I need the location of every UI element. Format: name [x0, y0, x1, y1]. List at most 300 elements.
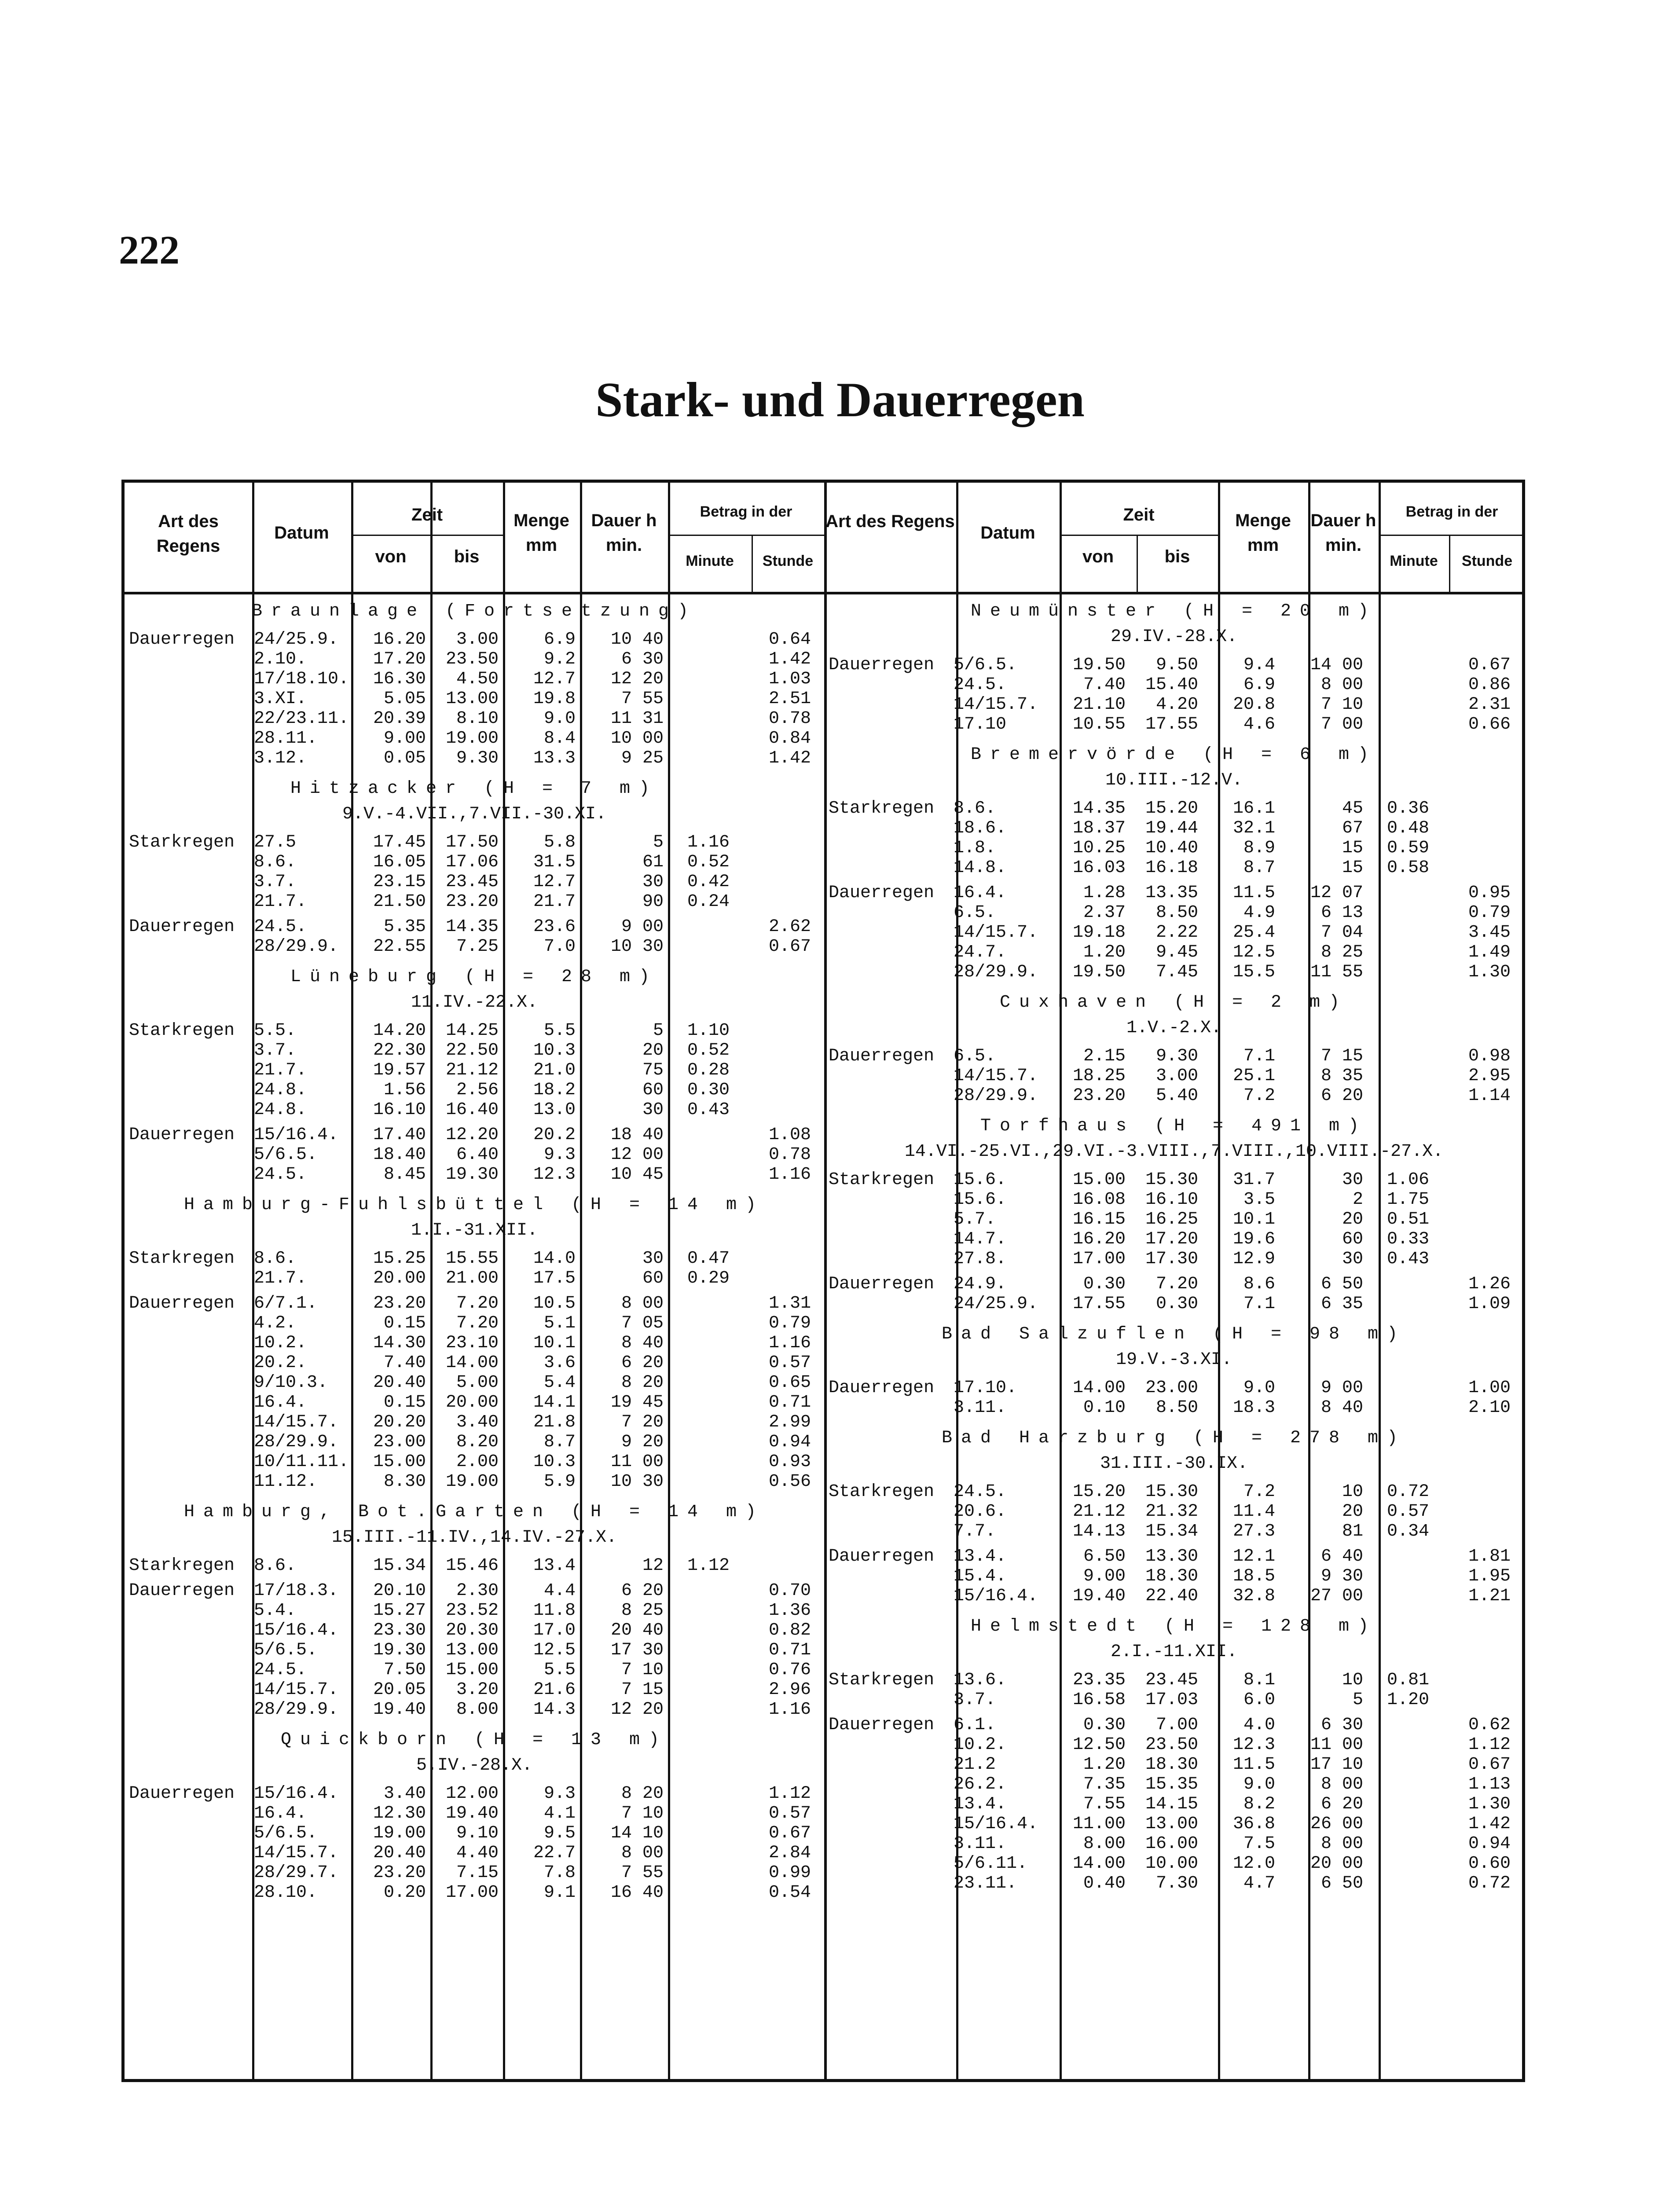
duration-cell: 8 35	[1321, 1066, 1363, 1086]
duration-cell: 6 20	[621, 1581, 664, 1601]
amount-cell: 10.5	[533, 1294, 576, 1313]
time-to-cell: 19.40	[445, 1804, 499, 1823]
time-to-cell: 4.40	[456, 1843, 499, 1863]
time-from-cell: 5.05	[383, 689, 426, 709]
station-name: Hamburg-Fuhlsbüttel (H = 14 m)	[183, 1195, 765, 1215]
date-cell: 14/15.7.	[954, 1066, 1038, 1086]
per-hour-cell: 1.12	[1468, 1735, 1511, 1755]
time-from-cell: 15.25	[373, 1249, 426, 1269]
time-from-cell: 15.00	[1072, 1170, 1126, 1190]
rain-type-label: Dauerregen	[829, 655, 935, 675]
time-to-cell: 21.00	[445, 1269, 499, 1288]
header-minute-right: Minute	[1390, 553, 1438, 569]
rain-type-label	[125, 1041, 252, 1060]
duration-cell: 26 00	[1310, 1814, 1363, 1834]
time-from-cell: 17.20	[373, 649, 426, 669]
per-minute-cell: 0.81	[1387, 1670, 1429, 1690]
amount-cell: 32.8	[1232, 1586, 1275, 1606]
duration-cell: 9 00	[621, 917, 664, 937]
per-minute-cell: 0.48	[1387, 818, 1429, 838]
date-cell: 5.7.	[954, 1210, 996, 1229]
date-cell: 5.5.	[254, 1021, 297, 1041]
time-from-cell: 14.30	[373, 1333, 426, 1353]
header-art: Art des Regens	[156, 512, 220, 556]
duration-cell: 8 40	[1321, 1398, 1363, 1418]
time-to-cell: 15.46	[445, 1556, 499, 1576]
amount-cell: 4.0	[1243, 1715, 1275, 1735]
duration-cell: 67	[1342, 818, 1363, 838]
rain-type-label	[824, 903, 952, 923]
per-hour-cell	[1434, 1502, 1515, 1522]
time-from-cell: 15.34	[373, 1556, 426, 1576]
rain-type-label	[824, 1586, 952, 1606]
rain-type-label	[824, 1874, 952, 1893]
date-cell: 24.5.	[254, 917, 307, 937]
duration-cell: 7 00	[1321, 715, 1363, 734]
rain-type-label: Starkregen	[829, 1482, 935, 1502]
time-from-cell: 18.25	[1072, 1066, 1126, 1086]
amount-cell: 9.0	[543, 709, 576, 729]
per-hour-cell: 1.14	[1468, 1086, 1511, 1106]
per-hour-cell	[1434, 1690, 1515, 1710]
time-to-cell: 8.50	[1155, 1398, 1198, 1418]
header-bis-right: bis	[1164, 547, 1190, 566]
time-from-cell: 21.10	[1072, 695, 1126, 715]
duration-cell: 30	[642, 1249, 664, 1269]
per-minute-cell	[668, 1353, 734, 1373]
time-to-cell: 2.30	[456, 1581, 499, 1601]
per-minute-cell	[1368, 655, 1434, 675]
time-to-cell: 8.50	[1155, 903, 1198, 923]
amount-cell: 4.9	[1243, 903, 1275, 923]
time-to-cell: 8.00	[456, 1700, 499, 1720]
amount-cell: 7.1	[1243, 1046, 1275, 1066]
per-hour-cell	[734, 832, 815, 852]
duration-cell: 6 40	[1321, 1547, 1363, 1566]
per-hour-cell: 1.13	[1468, 1775, 1511, 1794]
date-cell: 14/15.7.	[254, 1843, 339, 1863]
time-to-cell: 10.00	[1145, 1854, 1198, 1874]
rain-group	[824, 1670, 1524, 1710]
per-hour-cell: 0.98	[1468, 1046, 1511, 1066]
per-minute-cell: 0.24	[687, 892, 730, 912]
amount-cell: 18.3	[1232, 1398, 1275, 1418]
header-dauer-right: Dauer h min.	[1310, 511, 1376, 555]
time-to-cell: 15.20	[1145, 799, 1198, 818]
time-to-cell: 17.00	[445, 1883, 499, 1903]
time-to-cell: 22.50	[445, 1041, 499, 1060]
rain-type-label	[125, 1640, 252, 1660]
rain-type-label: Dauerregen	[129, 1581, 235, 1601]
date-cell: 11.12.	[254, 1472, 318, 1492]
per-hour-cell	[734, 1041, 815, 1060]
rain-group	[125, 1249, 824, 1288]
date-cell: 24.5.	[954, 1482, 1007, 1502]
amount-cell: 21.7	[533, 892, 576, 912]
per-minute-cell	[1368, 1086, 1434, 1106]
per-hour-cell: 2.95	[1468, 1066, 1511, 1086]
amount-cell: 9.0	[1243, 1775, 1275, 1794]
per-hour-cell	[1434, 818, 1515, 838]
per-hour-cell: 1.26	[1468, 1274, 1511, 1294]
date-cell: 21.7.	[254, 892, 307, 912]
date-cell: 24.8.	[254, 1080, 307, 1100]
duration-cell: 7 55	[621, 689, 664, 709]
date-cell: 17/18.3.	[254, 1581, 339, 1601]
amount-cell: 4.4	[543, 1581, 576, 1601]
date-cell: 14.8.	[954, 858, 1007, 878]
page-number: 222	[119, 227, 180, 272]
amount-cell: 8.7	[543, 1432, 576, 1452]
rain-group	[824, 1715, 1524, 1893]
per-minute-cell	[1368, 1794, 1434, 1814]
per-hour-cell: 2.31	[1468, 695, 1511, 715]
amount-cell: 9.2	[543, 649, 576, 669]
amount-cell: 12.9	[1232, 1249, 1275, 1269]
rain-group	[824, 1046, 1524, 1106]
date-cell: 27.5	[254, 832, 297, 852]
time-from-cell: 20.39	[373, 709, 426, 729]
time-from-cell: 20.20	[373, 1412, 426, 1432]
date-cell: 8.6.	[254, 1249, 297, 1269]
rain-type-label	[824, 1566, 952, 1586]
date-cell: 6.5.	[954, 903, 996, 923]
per-minute-cell	[668, 1165, 734, 1184]
zeit-subline	[351, 535, 503, 536]
per-hour-cell	[734, 1060, 815, 1080]
time-from-cell: 3.40	[383, 1784, 426, 1804]
per-hour-cell: 1.49	[1468, 942, 1511, 962]
rain-type-label	[125, 852, 252, 872]
header-minute: Minute	[686, 553, 734, 569]
duration-cell: 17 10	[1310, 1755, 1363, 1775]
per-hour-cell	[1434, 1170, 1515, 1190]
per-hour-cell: 1.09	[1468, 1294, 1511, 1314]
rain-group	[125, 917, 824, 957]
date-cell: 3.12.	[254, 748, 307, 768]
time-to-cell: 17.30	[1145, 1249, 1198, 1269]
amount-cell: 10.3	[533, 1452, 576, 1472]
station-period: 31.III.-30.IX.	[1100, 1454, 1248, 1474]
date-cell: 16.4.	[254, 1393, 307, 1412]
time-to-cell: 15.55	[445, 1249, 499, 1269]
time-from-cell: 18.37	[1072, 818, 1126, 838]
per-hour-cell: 0.70	[768, 1581, 811, 1601]
rain-type-label: Dauerregen	[829, 1046, 935, 1066]
rain-type-label	[125, 1680, 252, 1700]
time-from-cell: 19.40	[373, 1700, 426, 1720]
duration-cell: 20	[1342, 1210, 1363, 1229]
amount-cell: 7.2	[1243, 1086, 1275, 1106]
per-minute-cell: 0.33	[1387, 1229, 1429, 1249]
duration-cell: 5	[653, 832, 664, 852]
amount-cell: 6.0	[1243, 1690, 1275, 1710]
time-to-cell: 23.45	[445, 872, 499, 892]
date-cell: 21.2	[954, 1755, 996, 1775]
time-from-cell: 19.57	[373, 1060, 426, 1080]
per-hour-cell: 0.57	[768, 1804, 811, 1823]
duration-cell: 10 00	[610, 729, 664, 748]
time-to-cell: 8.20	[456, 1432, 499, 1452]
date-cell: 13.4.	[954, 1547, 1007, 1566]
time-to-cell: 4.50	[456, 669, 499, 689]
station-section	[125, 599, 824, 768]
per-minute-cell: 0.34	[1387, 1522, 1429, 1541]
date-cell: 6.5.	[954, 1046, 996, 1066]
amount-cell: 5.1	[543, 1313, 576, 1333]
date-cell: 28/29.9.	[254, 1700, 339, 1720]
time-to-cell: 6.40	[456, 1145, 499, 1165]
amount-cell: 4.6	[1243, 715, 1275, 734]
amount-cell: 3.6	[543, 1353, 576, 1373]
per-hour-cell: 2.96	[768, 1680, 811, 1700]
header-betrag-right: Betrag in der	[1405, 503, 1498, 520]
amount-cell: 8.9	[1243, 838, 1275, 858]
time-from-cell: 0.30	[1083, 1274, 1126, 1294]
rain-type-label	[824, 1066, 952, 1086]
per-minute-cell	[668, 1883, 734, 1903]
time-from-cell: 20.10	[373, 1581, 426, 1601]
header-von-right: von	[1082, 547, 1114, 566]
duration-cell: 30	[1342, 1249, 1363, 1269]
duration-cell: 9 00	[1321, 1378, 1363, 1398]
per-minute-cell	[668, 1660, 734, 1680]
duration-cell: 7 05	[621, 1313, 664, 1333]
per-minute-cell	[668, 1393, 734, 1412]
rain-type-label	[125, 1883, 252, 1903]
station-section	[125, 964, 824, 1184]
date-cell: 14/15.7.	[254, 1412, 339, 1432]
station-section	[125, 1500, 824, 1720]
amount-cell: 31.5	[533, 852, 576, 872]
per-minute-cell	[668, 630, 734, 649]
per-minute-cell: 0.29	[687, 1269, 730, 1288]
rain-type-label	[125, 729, 252, 748]
header-stunde: Stunde	[762, 553, 814, 569]
per-hour-cell: 0.72	[1468, 1874, 1511, 1893]
time-to-cell: 7.25	[456, 937, 499, 957]
time-to-cell: 16.40	[445, 1100, 499, 1120]
duration-cell: 10	[1342, 1670, 1363, 1690]
per-hour-cell: 0.78	[768, 1145, 811, 1165]
time-to-cell: 23.10	[445, 1333, 499, 1353]
time-from-cell: 15.00	[373, 1452, 426, 1472]
header-dauer: Dauer h min.	[591, 511, 657, 555]
time-to-cell: 15.34	[1145, 1522, 1198, 1541]
time-from-cell: 16.20	[1072, 1229, 1126, 1249]
time-to-cell: 16.18	[1145, 858, 1198, 878]
date-cell: 3.XI.	[254, 689, 307, 709]
date-cell: 22/23.11.	[254, 709, 349, 729]
rain-type-label	[824, 1834, 952, 1854]
date-cell: 8.6.	[254, 852, 297, 872]
rain-type-label	[125, 1432, 252, 1452]
time-from-cell: 16.20	[373, 630, 426, 649]
per-minute-cell	[1368, 1586, 1434, 1606]
duration-cell: 8 00	[1321, 1775, 1363, 1794]
time-to-cell: 23.52	[445, 1601, 499, 1621]
rain-type-label	[125, 1373, 252, 1393]
time-from-cell: 17.40	[373, 1125, 426, 1145]
duration-cell: 14 10	[610, 1823, 664, 1843]
date-cell: 28/29.7.	[254, 1863, 339, 1883]
date-cell: 16.4.	[954, 883, 1007, 903]
per-minute-cell	[668, 937, 734, 957]
per-hour-cell	[734, 1249, 815, 1269]
time-from-cell: 7.40	[1083, 675, 1126, 695]
amount-cell: 19.8	[533, 689, 576, 709]
per-hour-cell	[1434, 858, 1515, 878]
per-hour-cell	[1434, 799, 1515, 818]
amount-cell: 5.9	[543, 1472, 576, 1492]
per-minute-cell	[668, 748, 734, 768]
duration-cell: 8 25	[621, 1601, 664, 1621]
time-to-cell: 19.44	[1145, 818, 1198, 838]
time-to-cell: 23.50	[1145, 1735, 1198, 1755]
date-cell: 8.6.	[954, 799, 996, 818]
per-hour-cell: 1.81	[1468, 1547, 1511, 1566]
time-from-cell: 16.58	[1072, 1690, 1126, 1710]
station-section	[824, 1114, 1524, 1314]
time-from-cell: 16.15	[1072, 1210, 1126, 1229]
rain-type-label	[125, 1412, 252, 1432]
per-minute-cell	[1368, 1294, 1434, 1314]
per-minute-cell: 1.75	[1387, 1190, 1429, 1210]
amount-cell: 7.5	[1243, 1834, 1275, 1854]
date-cell: 28/29.9.	[254, 1432, 339, 1452]
duration-cell: 7 04	[1321, 923, 1363, 942]
amount-cell: 15.5	[1232, 962, 1275, 982]
time-from-cell: 19.50	[1072, 655, 1126, 675]
time-to-cell: 4.20	[1155, 695, 1198, 715]
amount-cell: 8.7	[1243, 858, 1275, 878]
per-hour-cell: 1.16	[768, 1165, 811, 1184]
date-cell: 24.5.	[954, 675, 1007, 695]
time-from-cell: 16.30	[373, 669, 426, 689]
duration-cell: 75	[642, 1060, 664, 1080]
per-minute-cell	[1368, 1834, 1434, 1854]
amount-cell: 12.5	[533, 1640, 576, 1660]
time-to-cell: 19.30	[445, 1165, 499, 1184]
time-from-cell: 1.56	[383, 1080, 426, 1100]
station-period: 15.III.-11.IV.,14.IV.-27.X.	[331, 1528, 617, 1547]
rain-type-label	[824, 1854, 952, 1874]
time-to-cell: 3.20	[456, 1680, 499, 1700]
time-to-cell: 13.00	[445, 1640, 499, 1660]
rain-group	[824, 799, 1524, 878]
amount-cell: 8.6	[1243, 1274, 1275, 1294]
date-cell: 3.7.	[954, 1690, 996, 1710]
betrag-subline	[668, 535, 824, 536]
time-from-cell: 12.30	[373, 1804, 426, 1823]
header-art-right: Art des Regens	[825, 512, 955, 531]
rain-type-label	[824, 858, 952, 878]
rain-type-label	[125, 1393, 252, 1412]
per-hour-cell: 0.71	[768, 1640, 811, 1660]
amount-cell: 9.5	[543, 1823, 576, 1843]
per-hour-cell: 0.93	[768, 1452, 811, 1472]
duration-cell: 12 20	[610, 1700, 664, 1720]
amount-cell: 11.4	[1232, 1502, 1275, 1522]
rain-type-label: Dauerregen	[129, 1125, 235, 1145]
per-hour-cell	[1434, 1482, 1515, 1502]
rain-type-label	[824, 1190, 952, 1210]
per-minute-cell: 1.20	[1387, 1690, 1429, 1710]
date-cell: 5/6.5.	[254, 1145, 318, 1165]
date-cell: 5.4.	[254, 1601, 297, 1621]
per-minute-cell: 0.58	[1387, 858, 1429, 878]
time-to-cell: 14.25	[445, 1021, 499, 1041]
rain-type-label	[824, 923, 952, 942]
per-minute-cell	[1368, 675, 1434, 695]
time-to-cell: 5.40	[1155, 1086, 1198, 1106]
amount-cell: 5.5	[543, 1021, 576, 1041]
amount-cell: 9.4	[1243, 655, 1275, 675]
per-hour-cell: 0.67	[1468, 655, 1511, 675]
amount-cell: 11.8	[533, 1601, 576, 1621]
per-minute-cell	[1368, 903, 1434, 923]
duration-cell: 7 15	[621, 1680, 664, 1700]
per-hour-cell: 0.64	[768, 630, 811, 649]
duration-cell: 10 30	[610, 1472, 664, 1492]
amount-cell: 12.7	[533, 872, 576, 892]
amount-cell: 14.1	[533, 1393, 576, 1412]
time-to-cell: 9.45	[1155, 942, 1198, 962]
duration-cell: 61	[642, 852, 664, 872]
time-to-cell: 19.00	[445, 1472, 499, 1492]
rain-type-label	[125, 1804, 252, 1823]
per-minute-cell	[668, 729, 734, 748]
per-hour-cell: 0.79	[1468, 903, 1511, 923]
per-minute-cell	[668, 1804, 734, 1823]
date-cell: 10/11.11.	[254, 1452, 349, 1472]
time-from-cell: 23.35	[1072, 1670, 1126, 1690]
time-from-cell: 8.30	[383, 1472, 426, 1492]
duration-cell: 2	[1352, 1190, 1363, 1210]
time-from-cell: 10.25	[1072, 838, 1126, 858]
per-hour-cell: 0.95	[1468, 883, 1511, 903]
duration-cell: 45	[1342, 799, 1363, 818]
rain-type-label	[125, 1333, 252, 1353]
amount-cell: 17.5	[533, 1269, 576, 1288]
amount-cell: 13.4	[533, 1556, 576, 1576]
rain-type-label	[125, 748, 252, 768]
rain-type-label	[125, 892, 252, 912]
date-cell: 24.5.	[254, 1165, 307, 1184]
amount-cell: 13.3	[533, 748, 576, 768]
time-from-cell: 7.40	[383, 1353, 426, 1373]
time-from-cell: 14.00	[1072, 1378, 1126, 1398]
time-from-cell: 20.05	[373, 1680, 426, 1700]
rain-type-label	[125, 1472, 252, 1492]
time-from-cell: 22.30	[373, 1041, 426, 1060]
amount-cell: 4.7	[1243, 1874, 1275, 1893]
time-from-cell: 8.45	[383, 1165, 426, 1184]
amount-cell: 12.1	[1232, 1547, 1275, 1566]
time-to-cell: 7.15	[456, 1863, 499, 1883]
per-hour-cell: 1.42	[768, 649, 811, 669]
per-hour-cell	[1434, 1522, 1515, 1541]
per-minute-cell	[1368, 1398, 1434, 1418]
per-hour-cell: 0.94	[768, 1432, 811, 1452]
station-section	[824, 1322, 1524, 1418]
rain-type-label	[824, 1398, 952, 1418]
amount-cell: 5.8	[543, 832, 576, 852]
per-hour-cell: 1.36	[768, 1601, 811, 1621]
per-hour-cell: 1.42	[1468, 1814, 1511, 1834]
amount-cell: 10.1	[1232, 1210, 1275, 1229]
time-to-cell: 15.30	[1145, 1482, 1198, 1502]
